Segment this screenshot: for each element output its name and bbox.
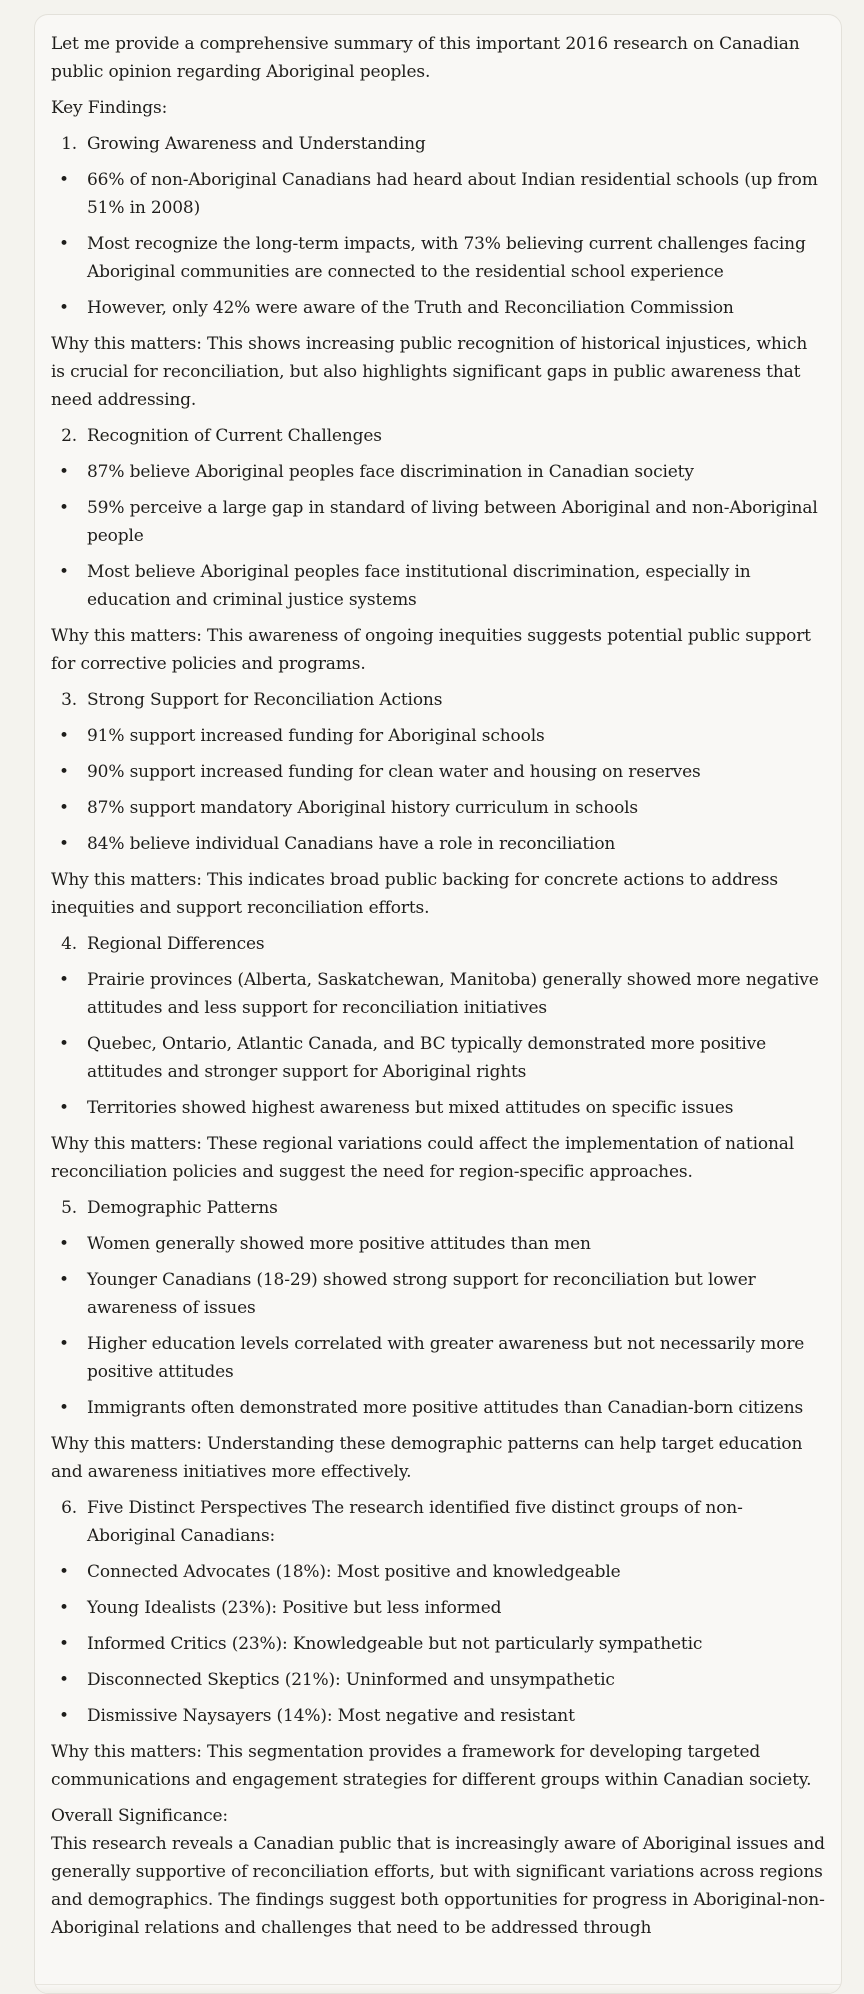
section-title: Regional Differences	[87, 934, 265, 954]
list-item	[51, 294, 825, 322]
section-title: Strong Support for Reconciliation Actions	[87, 690, 443, 710]
why-this-matters: Why this matters: These regional variations could affect the implementation of national reconciliation policies and suggest the need for region-specific approaches.	[51, 1134, 795, 1182]
list-item	[51, 722, 825, 750]
bullet-dot-icon: •	[59, 234, 69, 254]
bullet-dot-icon: •	[59, 462, 69, 482]
list-item-text: Immigrants often demonstrated more positive attitudes than Canadian-born citizens	[87, 1398, 804, 1418]
section-title: Demographic Patterns	[87, 1198, 278, 1218]
bullet-dot-icon: •	[59, 298, 69, 318]
bullet-dot-icon: •	[59, 562, 69, 582]
list-item-text: Connected Advocates (18%): Most positive and knowledgeable	[87, 1562, 621, 1582]
list-item	[51, 1558, 825, 1586]
overall-significance-block	[51, 1802, 825, 1942]
findings-sections	[51, 130, 825, 1794]
list-item-text: 87% support mandatory Aboriginal history curriculum in schools	[87, 798, 639, 818]
bullet-dot-icon: •	[59, 1270, 69, 1290]
list-item-text: 84% believe individual Canadians have a role in reconciliation	[87, 834, 616, 854]
list-item	[51, 1702, 825, 1730]
section-number: 1.	[61, 134, 77, 154]
bullet-dot-icon: •	[59, 726, 69, 746]
section-heading	[51, 686, 825, 714]
section-number: 3.	[61, 690, 77, 710]
list-item-text: Women generally showed more positive attitudes than men	[87, 1234, 591, 1254]
list-item	[51, 166, 825, 222]
section-number: 6.	[61, 1498, 77, 1518]
overall-significance-label: Overall Significance:	[51, 1806, 228, 1826]
list-item	[51, 1330, 825, 1386]
section-number: 2.	[61, 426, 77, 446]
section-heading	[51, 130, 825, 158]
list-item	[51, 458, 825, 486]
list-item-text: Younger Canadians (18-29) showed strong support for reconciliation but lower awareness of issues	[87, 1270, 756, 1318]
section-title: Five Distinct Perspectives The research identified five distinct groups of non-Aboriginal Canadians:	[87, 1498, 743, 1546]
list-item-text: Informed Critics (23%): Knowledgeable but not particularly sympathetic	[87, 1634, 703, 1654]
list-item-text: Young Idealists (23%): Positive but less informed	[87, 1598, 502, 1618]
list-item-text: 66% of non-Aboriginal Canadians had heard about Indian residential schools (up from 51% in 2008)	[87, 170, 818, 218]
section-heading	[51, 1194, 825, 1222]
why-this-matters: Why this matters: This shows increasing public recognition of historical injustices, which is crucial for reconciliation, but also highlights significant gaps in public awareness that need addressing.	[51, 334, 808, 410]
message-content	[51, 30, 825, 1942]
list-item-text: 87% believe Aboriginal peoples face discrimination in Canadian society	[87, 462, 694, 482]
why-this-matters: Why this matters: This segmentation provides a framework for developing targeted communications and engagement strategies for different groups within Canadian society.	[51, 1742, 812, 1790]
bullet-dot-icon: •	[59, 498, 69, 518]
bullet-dot-icon: •	[59, 1234, 69, 1254]
list-item-text: 59% perceive a large gap in standard of living between Aboriginal and non-Aboriginal people	[87, 498, 818, 546]
list-item	[51, 1394, 825, 1422]
bullet-dot-icon: •	[59, 1098, 69, 1118]
section-heading	[51, 422, 825, 450]
list-item-text: Territories showed highest awareness but mixed attitudes on specific issues	[87, 1098, 734, 1118]
list-item	[51, 794, 825, 822]
section-heading	[51, 1494, 825, 1550]
why-this-matters: Why this matters: This indicates broad public backing for concrete actions to address inequities and support reconciliation efforts.	[51, 870, 778, 918]
list-item	[51, 558, 825, 614]
bullet-dot-icon: •	[59, 1598, 69, 1618]
section-heading	[51, 930, 825, 958]
section-title: Recognition of Current Challenges	[87, 426, 382, 446]
bullet-dot-icon: •	[59, 170, 69, 190]
assistant-message-card	[34, 14, 842, 1994]
list-item	[51, 830, 825, 858]
list-item-text: Prairie provinces (Alberta, Saskatchewan, Manitoba) generally showed more negative attitudes and less support for reconciliation initiatives	[87, 970, 819, 1018]
bullet-dot-icon: •	[59, 1334, 69, 1354]
bullet-dot-icon: •	[59, 1706, 69, 1726]
intro-paragraph: Let me provide a comprehensive summary of this important 2016 research on Canadian public opinion regarding Aboriginal peoples.	[51, 34, 800, 82]
section-number: 4.	[61, 934, 77, 954]
bullet-dot-icon: •	[59, 1562, 69, 1582]
bullet-dot-icon: •	[59, 1398, 69, 1418]
bullet-dot-icon: •	[59, 834, 69, 854]
list-item	[51, 494, 825, 550]
list-item-text: Quebec, Ontario, Atlantic Canada, and BC typically demonstrated more positive attitudes and stronger support for Aboriginal rights	[87, 1034, 766, 1082]
bullet-dot-icon: •	[59, 970, 69, 990]
list-item	[51, 758, 825, 786]
list-item	[51, 1266, 825, 1322]
bullet-dot-icon: •	[59, 798, 69, 818]
bullet-dot-icon: •	[59, 1670, 69, 1690]
list-item-text: Higher education levels correlated with greater awareness but not necessarily more positive attitudes	[87, 1334, 805, 1382]
list-item	[51, 1630, 825, 1658]
list-item-text: Most believe Aboriginal peoples face institutional discrimination, especially in education and criminal justice systems	[87, 562, 751, 610]
list-item	[51, 966, 825, 1022]
list-item	[51, 1094, 825, 1122]
list-item-text: Disconnected Skeptics (21%): Uninformed and unsympathetic	[87, 1670, 615, 1690]
scroll-fade	[35, 1984, 841, 1993]
list-item	[51, 1666, 825, 1694]
list-item	[51, 1230, 825, 1258]
bullet-dot-icon: •	[59, 1634, 69, 1654]
list-item-text: Most recognize the long-term impacts, with 73% believing current challenges facing Aboriginal communities are connected to the residential school experience	[87, 234, 806, 282]
list-item-text: However, only 42% were aware of the Truth and Reconciliation Commission	[87, 298, 734, 318]
list-item-text: 91% support increased funding for Aboriginal schools	[87, 726, 545, 746]
list-item	[51, 1594, 825, 1622]
key-findings-label: Key Findings:	[51, 98, 168, 118]
list-item	[51, 230, 825, 286]
overall-significance-text: This research reveals a Canadian public that is increasingly aware of Aboriginal issues and generally supportive of reconciliation efforts, but with significant variations across regions and demographics. The findings suggest both opportunities for progress in Aboriginal-non-Aboriginal relations and challenges that need to be addressed through	[51, 1834, 825, 1938]
list-item	[51, 1030, 825, 1086]
list-item-text: 90% support increased funding for clean water and housing on reserves	[87, 762, 701, 782]
why-this-matters: Why this matters: Understanding these demographic patterns can help target education and awareness initiatives more effectively.	[51, 1434, 803, 1482]
section-number: 5.	[61, 1198, 77, 1218]
list-item-text: Dismissive Naysayers (14%): Most negative and resistant	[87, 1706, 575, 1726]
why-this-matters: Why this matters: This awareness of ongoing inequities suggests potential public support for corrective policies and programs.	[51, 626, 811, 674]
bullet-dot-icon: •	[59, 762, 69, 782]
section-title: Growing Awareness and Understanding	[87, 134, 426, 154]
bullet-dot-icon: •	[59, 1034, 69, 1054]
